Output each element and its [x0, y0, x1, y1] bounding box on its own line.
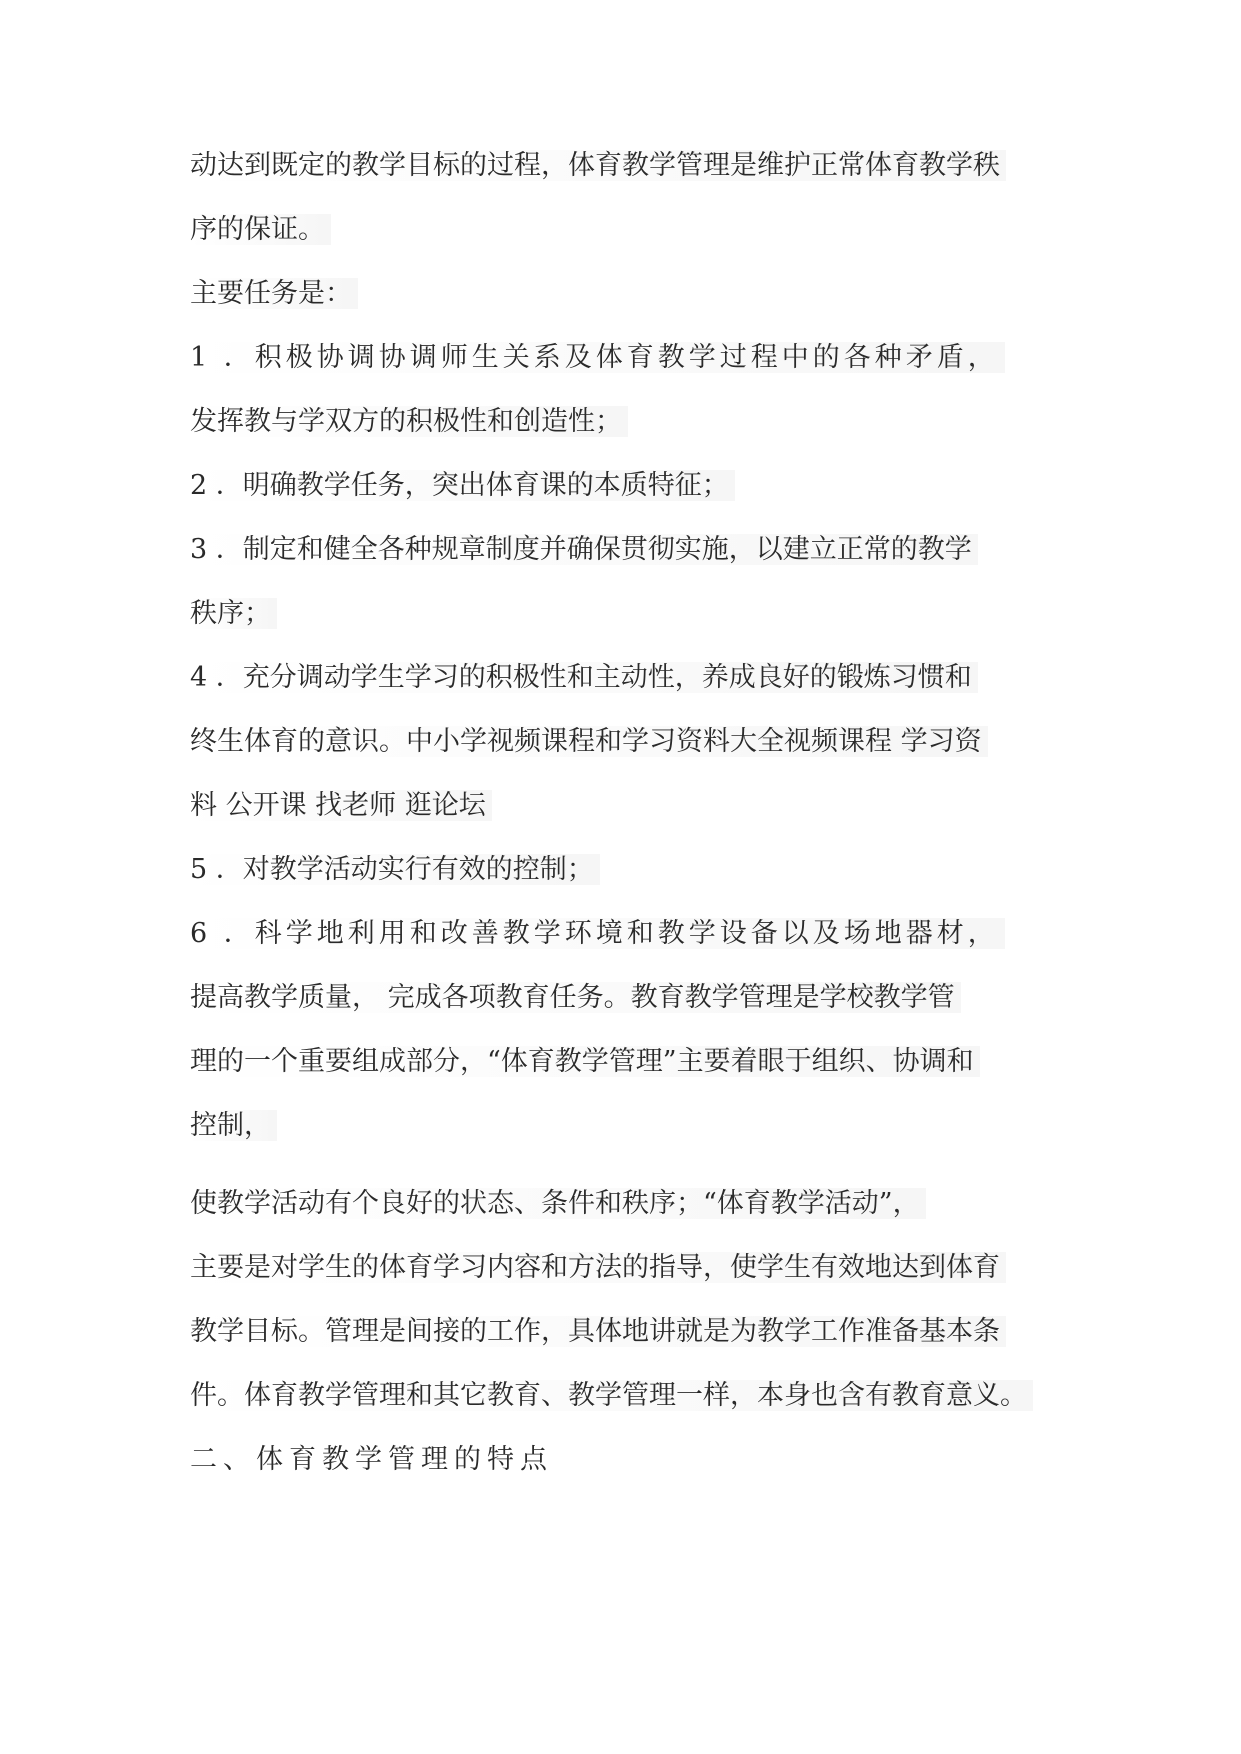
- text-line-1: 动达到既定的教学目标的过程，体育教学管理是维护正常体育教学秩: [190, 142, 1060, 190]
- list-item-3-line-2: 秩序；: [190, 590, 1060, 638]
- list-item-2: 2 ．明确教学任务，突出体育课的本质特征；: [190, 462, 1060, 510]
- list-item-5: 5 ．对教学活动实行有效的控制；: [190, 846, 1060, 894]
- list-item-6-line-2: 提高教学质量， 完成各项教育任务。教育教学管理是学校教学管: [190, 974, 1060, 1022]
- list-item-6-line-3: 理的一个重要组成部分，“体育教学管理”主要着眼于组织、协调和: [190, 1038, 1060, 1086]
- list-item-6-line-1: 6 ．科学地利用和改善教学环境和教学设备以及场地器材，: [190, 910, 1060, 958]
- list-item-1-line-2: 发挥教与学双方的积极性和创造性；: [190, 398, 1060, 446]
- paragraph-line-3: 教学目标。管理是间接的工作，具体地讲就是为教学工作准备基本条: [190, 1308, 1060, 1356]
- section-heading: 二、体育教学管理的特点: [190, 1444, 553, 1475]
- list-item-3-line-1: 3 ．制定和健全各种规章制度并确保贯彻实施，以建立正常的教学: [190, 526, 1060, 574]
- text-line-3: 主要任务是：: [190, 270, 1060, 318]
- paragraph-line-1: 使教学活动有个良好的状态、条件和秩序；“体育教学活动”，: [190, 1180, 1060, 1228]
- list-item-4-line-3: 料 公开课 找老师 逛论坛: [190, 782, 1060, 830]
- list-item-4-line-2: 终生体育的意识。中小学视频课程和学习资料大全视频课程 学习资: [190, 718, 1060, 766]
- text-line-2: 序的保证。: [190, 206, 1060, 254]
- list-item-6-line-4: 控制，: [190, 1102, 1060, 1150]
- list-item-4-line-1: 4 ．充分调动学生学习的积极性和主动性，养成良好的锻炼习惯和: [190, 654, 1060, 702]
- list-item-1-line-1: 1 ．积极协调协调师生关系及体育教学过程中的各种矛盾，: [190, 334, 1060, 382]
- paragraph-line-2: 主要是对学生的体育学习内容和方法的指导，使学生有效地达到体育: [190, 1244, 1060, 1292]
- paragraph-line-4: 件。体育教学管理和其它教育、教学管理一样，本身也含有教育意义。: [190, 1372, 1060, 1420]
